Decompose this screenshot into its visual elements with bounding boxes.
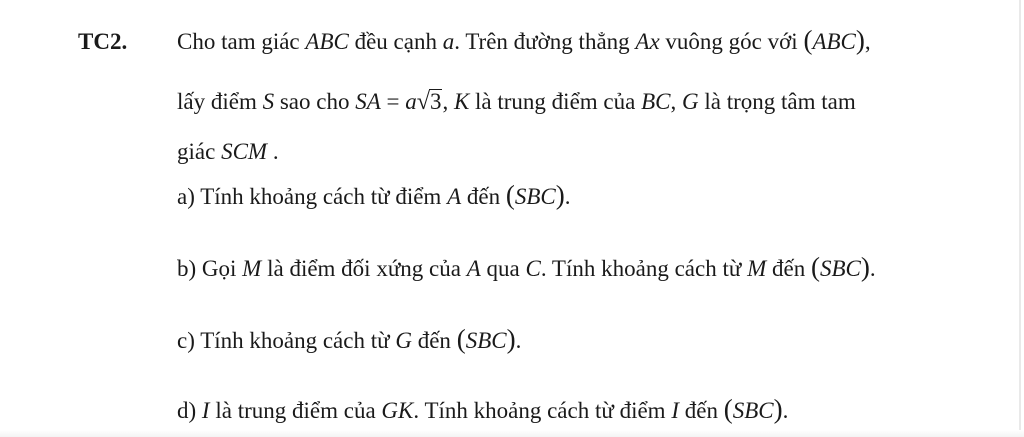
math: G: [681, 89, 699, 114]
text: lấy điểm: [177, 89, 257, 114]
text: là điểm đối xứng của: [267, 256, 461, 281]
math: I: [201, 398, 210, 423]
math: GK: [381, 398, 414, 423]
page-bottom-shadow: [0, 430, 1024, 437]
paren-open: (: [803, 25, 813, 55]
text: d): [177, 398, 197, 423]
text: c) Tính khoảng cách từ: [177, 328, 390, 353]
text: .: [272, 139, 279, 164]
paren-close: ): [506, 324, 516, 354]
text: đến: [417, 328, 451, 353]
intro-line-3: [177, 137, 279, 167]
text: ,: [864, 29, 871, 54]
equals-sign: =: [386, 89, 400, 114]
paren-open: (: [505, 180, 515, 210]
math: M: [242, 256, 262, 281]
text: đến: [466, 184, 501, 209]
text: .: [564, 184, 571, 209]
text: . Tính khoảng cách từ: [540, 256, 742, 281]
math: A: [466, 256, 481, 281]
part-b: [177, 254, 876, 284]
text: a) Tính khoảng cách từ điểm: [177, 184, 442, 209]
math: K: [453, 89, 470, 114]
math: SBC: [819, 256, 861, 281]
math: M: [747, 256, 767, 281]
math: C: [525, 256, 541, 281]
text: .: [515, 328, 522, 353]
text: .: [782, 398, 789, 423]
text: . Trên đường thẳng: [454, 29, 630, 54]
paren-open: (: [810, 252, 820, 282]
math: ABC: [305, 29, 349, 54]
text: b) Gọi: [177, 256, 237, 281]
part-a: [177, 182, 571, 212]
math: Ax: [635, 29, 660, 54]
text: đến: [771, 256, 806, 281]
problem-label: TC2.: [78, 29, 128, 54]
text: . Tính khoảng cách từ điểm: [413, 398, 666, 423]
paren-close: ): [855, 25, 865, 55]
paren-close: ): [860, 252, 870, 282]
page-edge-divider: [1019, 0, 1021, 437]
radicand: 3: [429, 89, 442, 114]
text: là trọng tâm tam: [704, 89, 856, 114]
math: G: [395, 328, 412, 353]
math: SBC: [732, 398, 774, 423]
text: sao cho: [279, 89, 350, 114]
text: Cho tam giác: [177, 29, 300, 54]
part-d: [177, 396, 788, 426]
math: SCM: [221, 139, 268, 164]
paren-close: ): [773, 394, 783, 424]
text: ,: [670, 89, 677, 114]
radical-sign: √: [416, 89, 430, 115]
math: SA: [355, 89, 381, 114]
math: S: [262, 89, 275, 114]
intro-line-1: [177, 27, 871, 57]
text: vuông góc với: [665, 29, 798, 54]
text: đều cạnh: [354, 29, 437, 54]
math: a: [442, 29, 455, 54]
paren-close: ): [555, 180, 565, 210]
text: ,: [442, 89, 449, 114]
math: SBC: [514, 184, 556, 209]
math: a: [405, 89, 417, 114]
text: là trung điểm của: [475, 89, 636, 114]
paren-open: (: [456, 324, 466, 354]
intro-line-2: [177, 87, 856, 117]
math: ABC: [812, 29, 856, 54]
math: A: [447, 184, 462, 209]
square-root: [417, 87, 443, 117]
math: I: [671, 398, 679, 423]
part-c: [177, 326, 521, 356]
text: là trung điểm của: [215, 398, 376, 423]
text: .: [869, 256, 876, 281]
math: BC: [641, 89, 671, 114]
paren-open: (: [723, 394, 733, 424]
text: qua: [486, 256, 520, 281]
text: giác: [177, 139, 216, 164]
text: đến: [684, 398, 718, 423]
math: SBC: [465, 328, 507, 353]
